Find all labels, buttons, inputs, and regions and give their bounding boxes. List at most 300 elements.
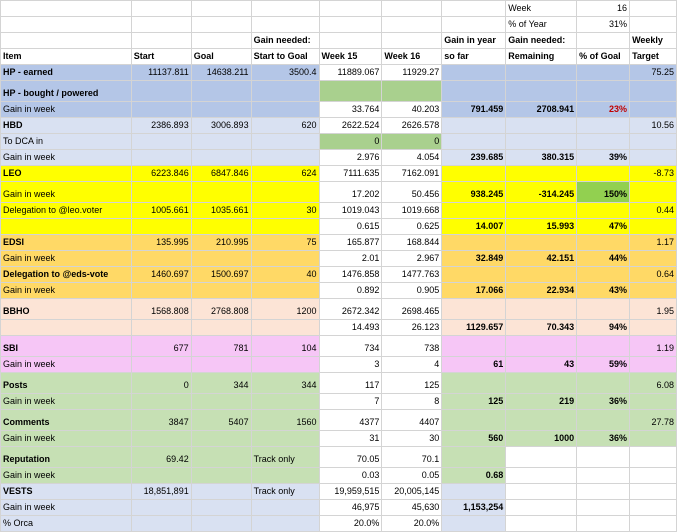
cell-week15[interactable]: 11889.067 [319,65,382,81]
cell-pct-goal[interactable]: 150% [577,182,630,203]
cell-needed[interactable]: 3500.4 [251,65,319,81]
cell[interactable] [251,431,319,447]
cell-goal[interactable]: 344 [191,373,251,394]
cell-weekly-target[interactable]: 6.08 [630,373,677,394]
cell-weekly-target[interactable]: 1.17 [630,235,677,251]
cell[interactable] [191,500,251,516]
cell-gain-year[interactable]: 1129.657 [442,320,506,336]
cell[interactable] [577,299,630,320]
cell[interactable] [577,134,630,150]
cell[interactable] [630,102,677,118]
cell[interactable] [630,81,677,102]
header-gain-needed-start-line1[interactable]: Gain needed: [251,33,319,49]
cell[interactable] [131,283,191,299]
cell-week16[interactable]: 0 [382,134,442,150]
year-label[interactable]: % of Year [506,17,577,33]
cell-needed[interactable]: 30 [251,203,319,219]
cell[interactable] [630,17,677,33]
cell[interactable] [442,81,506,102]
cell-week15[interactable]: 0.615 [319,219,382,235]
cell[interactable] [191,283,251,299]
cell[interactable] [251,1,319,17]
cell[interactable] [131,134,191,150]
item-gain-in-week[interactable]: Gain in week [1,357,132,373]
cell-week16[interactable]: 30 [382,431,442,447]
cell-week16[interactable]: 20,005,145 [382,484,442,500]
cell[interactable] [506,267,577,283]
cell-gain-year[interactable]: 14.007 [442,219,506,235]
cell-start[interactable]: 1460.697 [131,267,191,283]
item-gain-in-week[interactable]: Gain in week [1,394,132,410]
cell-gain-year[interactable]: 125 [442,394,506,410]
cell[interactable] [131,394,191,410]
header-week16[interactable]: Week 16 [382,49,442,65]
cell[interactable] [131,468,191,484]
cell-goal[interactable]: 14638.211 [191,65,251,81]
cell[interactable] [382,33,442,49]
cell[interactable] [1,17,132,33]
cell[interactable] [506,468,577,484]
cell[interactable] [191,484,251,500]
cell-week16[interactable]: 168.844 [382,235,442,251]
cell-pct-goal[interactable]: 39% [577,150,630,166]
cell-gain-remaining[interactable]: 219 [506,394,577,410]
cell-gain-remaining[interactable]: 43 [506,357,577,373]
cell[interactable] [191,81,251,102]
cell-weekly-target[interactable]: -8.73 [630,166,677,182]
cell-gain-year[interactable]: 61 [442,357,506,373]
cell-start[interactable]: 1005.661 [131,203,191,219]
cell[interactable] [251,500,319,516]
header-week15[interactable]: Week 15 [319,49,382,65]
cell[interactable] [442,516,506,532]
cell-start[interactable]: 69.42 [131,447,191,468]
cell[interactable] [251,357,319,373]
cell-needed[interactable]: 344 [251,373,319,394]
cell-gain-year[interactable]: 791.459 [442,102,506,118]
cell[interactable] [319,17,382,33]
header-weekly-target-line2[interactable]: Target [630,49,677,65]
cell-week15[interactable]: 20.0% [319,516,382,532]
cell-start[interactable]: 11137.811 [131,65,191,81]
cell[interactable] [577,118,630,134]
cell-week15[interactable]: 33.764 [319,102,382,118]
cell-pct-goal[interactable]: 59% [577,357,630,373]
cell-week15[interactable]: 2622.524 [319,118,382,134]
cell[interactable] [442,447,506,468]
cell-goal[interactable]: 2768.808 [191,299,251,320]
cell-week15[interactable]: 17.202 [319,182,382,203]
cell-week16[interactable]: 0.625 [382,219,442,235]
cell-week16[interactable]: 0.05 [382,468,442,484]
cell[interactable] [630,219,677,235]
cell[interactable] [630,134,677,150]
week-value[interactable]: 16 [577,1,630,17]
cell[interactable] [251,134,319,150]
cell-week16[interactable]: 4 [382,357,442,373]
cell[interactable] [577,33,630,49]
item-to-dca-in[interactable]: To DCA in [1,134,132,150]
cell[interactable] [630,484,677,500]
cell-week15[interactable]: 1019.043 [319,203,382,219]
item-comments[interactable]: Comments [1,410,132,431]
cell-start[interactable]: 2386.893 [131,118,191,134]
cell-week16[interactable]: 2626.578 [382,118,442,134]
cell[interactable] [506,336,577,357]
cell[interactable] [442,299,506,320]
cell[interactable] [131,357,191,373]
cell-gain-remaining[interactable]: 42.151 [506,251,577,267]
cell[interactable] [1,33,132,49]
item-bbho[interactable]: BBHO [1,299,132,320]
item-gain-in-week[interactable]: Gain in week [1,102,132,118]
cell-week15[interactable]: 2.976 [319,150,382,166]
cell-week16[interactable]: 1477.763 [382,267,442,283]
cell-gain-remaining[interactable]: 15.993 [506,219,577,235]
cell[interactable] [442,373,506,394]
cell[interactable] [506,373,577,394]
cell[interactable] [506,203,577,219]
cell[interactable] [131,219,191,235]
cell-week16[interactable]: 45,630 [382,500,442,516]
cell[interactable] [191,468,251,484]
cell[interactable] [382,81,442,102]
cell[interactable] [577,81,630,102]
cell-weekly-target[interactable]: 27.78 [630,410,677,431]
item-gain-in-week[interactable]: Gain in week [1,431,132,447]
cell-gain-remaining[interactable]: -314.245 [506,182,577,203]
cell[interactable] [251,516,319,532]
cell-gain-year[interactable]: 239.685 [442,150,506,166]
cell-week15[interactable]: 46,975 [319,500,382,516]
cell[interactable] [506,500,577,516]
cell[interactable] [191,357,251,373]
cell[interactable] [251,81,319,102]
cell[interactable] [251,320,319,336]
item-hbd[interactable]: HBD [1,118,132,134]
cell[interactable] [191,447,251,468]
item-gain-in-week[interactable]: Gain in week [1,182,132,203]
cell-week16[interactable]: 70.1 [382,447,442,468]
cell-needed[interactable]: 40 [251,267,319,283]
item-gain-in-week[interactable]: Gain in week [1,500,132,516]
cell-weekly-target[interactable]: 1.19 [630,336,677,357]
cell[interactable] [442,65,506,81]
cell[interactable] [506,235,577,251]
cell[interactable] [251,182,319,203]
cell-week16[interactable]: 40.203 [382,102,442,118]
cell-gain-year[interactable]: 1,153,254 [442,500,506,516]
cell-pct-goal[interactable]: 94% [577,320,630,336]
cell-goal[interactable]: 210.995 [191,235,251,251]
cell[interactable] [577,267,630,283]
cell-week15[interactable]: 2672.342 [319,299,382,320]
cell[interactable] [1,320,132,336]
cell-week15[interactable]: 19,959,515 [319,484,382,500]
item-sbi[interactable]: SBI [1,336,132,357]
cell[interactable] [442,118,506,134]
cell[interactable] [630,320,677,336]
cell[interactable] [506,81,577,102]
header-item[interactable]: Item [1,49,132,65]
cell[interactable] [577,166,630,182]
cell[interactable] [382,1,442,17]
cell-needed[interactable]: 75 [251,235,319,251]
header-goal[interactable]: Goal [191,49,251,65]
cell-gain-year[interactable]: 560 [442,431,506,447]
cell[interactable] [251,283,319,299]
cell-week15[interactable]: 165.877 [319,235,382,251]
item-gain-in-week[interactable]: Gain in week [1,150,132,166]
cell[interactable] [442,166,506,182]
cell-weekly-target[interactable]: 0.44 [630,203,677,219]
cell[interactable] [131,500,191,516]
cell-weekly-target[interactable]: 1.95 [630,299,677,320]
cell-week15[interactable]: 1476.858 [319,267,382,283]
cell[interactable] [251,150,319,166]
cell-week15[interactable]: 31 [319,431,382,447]
item-gain-in-week[interactable]: Gain in week [1,283,132,299]
cell[interactable] [577,500,630,516]
cell[interactable] [577,235,630,251]
cell[interactable] [630,447,677,468]
cell-gain-remaining[interactable]: 70.343 [506,320,577,336]
item-reputation[interactable]: Reputation [1,447,132,468]
cell-goal[interactable]: 781 [191,336,251,357]
cell-pct-goal[interactable]: 44% [577,251,630,267]
cell-weekly-target[interactable]: 10.56 [630,118,677,134]
cell-week16[interactable]: 4407 [382,410,442,431]
cell[interactable] [191,516,251,532]
cell-start[interactable]: 1568.808 [131,299,191,320]
cell-start[interactable]: 3847 [131,410,191,431]
cell[interactable] [630,150,677,166]
cell-gain-remaining[interactable]: 1000 [506,431,577,447]
cell-pct-goal[interactable]: 47% [577,219,630,235]
week-label[interactable]: Week [506,1,577,17]
cell-start[interactable]: 677 [131,336,191,357]
header-gain-year-line2[interactable]: so far [442,49,506,65]
cell-gain-remaining[interactable]: 2708.941 [506,102,577,118]
item-gain-in-week[interactable]: Gain in week [1,251,132,267]
cell-pct-goal[interactable]: 43% [577,283,630,299]
cell[interactable] [630,1,677,17]
cell-week15[interactable]: 4377 [319,410,382,431]
cell-gain-year[interactable]: 32.849 [442,251,506,267]
header-start[interactable]: Start [131,49,191,65]
cell[interactable] [251,394,319,410]
cell-week16[interactable]: 11929.27 [382,65,442,81]
cell-week15[interactable]: 7 [319,394,382,410]
cell[interactable] [506,447,577,468]
cell-week15[interactable]: 117 [319,373,382,394]
cell[interactable] [131,150,191,166]
cell[interactable] [319,33,382,49]
cell[interactable] [131,102,191,118]
cell[interactable] [506,118,577,134]
cell[interactable] [191,1,251,17]
header-pct-goal[interactable]: % of Goal [577,49,630,65]
cell-week16[interactable]: 50.456 [382,182,442,203]
cell-start[interactable]: 18,851,891 [131,484,191,500]
cell-week15[interactable]: 0.892 [319,283,382,299]
cell-goal[interactable]: 6847.846 [191,166,251,182]
cell-needed[interactable]: 624 [251,166,319,182]
item-gain-in-week[interactable]: Gain in week [1,468,132,484]
cell[interactable] [191,431,251,447]
cell-needed[interactable]: Track only [251,447,319,468]
cell[interactable] [506,166,577,182]
cell[interactable] [382,17,442,33]
cell-goal[interactable]: 3006.893 [191,118,251,134]
cell[interactable] [1,1,132,17]
cell-start[interactable]: 135.995 [131,235,191,251]
cell[interactable] [577,373,630,394]
cell-gain-year[interactable]: 0.68 [442,468,506,484]
cell[interactable] [251,17,319,33]
item-leo[interactable]: LEO [1,166,132,182]
cell-week15[interactable]: 2.01 [319,251,382,267]
cell[interactable] [630,431,677,447]
cell[interactable] [442,336,506,357]
item-delegation-eds-vote[interactable]: Delegation to @eds-vote [1,267,132,283]
cell[interactable] [131,182,191,203]
cell[interactable] [506,410,577,431]
cell[interactable] [577,336,630,357]
cell-needed[interactable]: Track only [251,484,319,500]
cell[interactable] [319,1,382,17]
header-weekly-target-line1[interactable]: Weekly [630,33,677,49]
cell-week16[interactable]: 738 [382,336,442,357]
cell[interactable] [630,251,677,267]
cell[interactable] [131,320,191,336]
item-posts[interactable]: Posts [1,373,132,394]
cell[interactable] [630,182,677,203]
cell-week16[interactable]: 8 [382,394,442,410]
cell[interactable] [191,134,251,150]
cell-start[interactable]: 0 [131,373,191,394]
cell[interactable] [1,219,132,235]
header-gain-year-line1[interactable]: Gain in year [442,33,506,49]
cell[interactable] [251,468,319,484]
cell[interactable] [630,394,677,410]
cell[interactable] [506,516,577,532]
cell[interactable] [191,219,251,235]
cell[interactable] [506,484,577,500]
year-value[interactable]: 31% [577,17,630,33]
cell[interactable] [442,235,506,251]
cell[interactable] [191,320,251,336]
item-edsi[interactable]: EDSI [1,235,132,251]
cell[interactable] [506,134,577,150]
cell[interactable] [442,410,506,431]
cell-week16[interactable]: 2.967 [382,251,442,267]
header-gain-remaining-line2[interactable]: Remaining [506,49,577,65]
cell-gain-remaining[interactable]: 22.934 [506,283,577,299]
cell-week16[interactable]: 26.123 [382,320,442,336]
cell[interactable] [191,182,251,203]
cell-week15[interactable]: 3 [319,357,382,373]
cell[interactable] [191,102,251,118]
cell-week15[interactable]: 70.05 [319,447,382,468]
cell[interactable] [577,65,630,81]
cell[interactable] [577,203,630,219]
cell[interactable] [251,219,319,235]
cell[interactable] [442,484,506,500]
cell-pct-goal[interactable]: 36% [577,431,630,447]
cell-needed[interactable]: 1560 [251,410,319,431]
cell[interactable] [251,251,319,267]
cell-pct-goal[interactable]: 36% [577,394,630,410]
item-hp-earned[interactable]: HP - earned [1,65,132,81]
cell-week16[interactable]: 1019.668 [382,203,442,219]
cell-goal[interactable]: 1035.661 [191,203,251,219]
cell[interactable] [131,516,191,532]
cell-gain-year[interactable]: 938.245 [442,182,506,203]
cell[interactable] [577,516,630,532]
cell-week15[interactable]: 7111.635 [319,166,382,182]
cell[interactable] [442,203,506,219]
cell-week16[interactable]: 7162.091 [382,166,442,182]
cell[interactable] [442,1,506,17]
cell-needed[interactable]: 620 [251,118,319,134]
cell[interactable] [630,357,677,373]
item-vests[interactable]: VESTS [1,484,132,500]
cell-gain-remaining[interactable]: 380.315 [506,150,577,166]
cell[interactable] [191,17,251,33]
cell-start[interactable]: 6223.846 [131,166,191,182]
cell[interactable] [191,33,251,49]
cell-week16[interactable]: 4.054 [382,150,442,166]
cell-week16[interactable]: 0.905 [382,283,442,299]
cell-goal[interactable]: 1500.697 [191,267,251,283]
cell[interactable] [630,468,677,484]
cell-week16[interactable]: 2698.465 [382,299,442,320]
cell-week16[interactable]: 20.0% [382,516,442,532]
cell[interactable] [577,484,630,500]
cell[interactable] [131,251,191,267]
cell-weekly-target[interactable]: 75.25 [630,65,677,81]
cell[interactable] [630,283,677,299]
cell[interactable] [442,267,506,283]
cell[interactable] [442,17,506,33]
cell-week15[interactable]: 0.03 [319,468,382,484]
cell-gain-year[interactable]: 17.066 [442,283,506,299]
cell[interactable] [191,150,251,166]
cell[interactable] [630,516,677,532]
cell[interactable] [131,17,191,33]
header-gain-needed-start-line2[interactable]: Start to Goal [251,49,319,65]
cell-needed[interactable]: 1200 [251,299,319,320]
cell[interactable] [319,81,382,102]
cell-week16[interactable]: 125 [382,373,442,394]
item-hp-bought[interactable]: HP - bought / powered [1,81,132,102]
cell[interactable] [442,134,506,150]
cell[interactable] [506,65,577,81]
cell[interactable] [630,500,677,516]
item-pct-orca[interactable]: % Orca [1,516,132,532]
cell[interactable] [131,1,191,17]
cell[interactable] [506,299,577,320]
cell[interactable] [131,33,191,49]
cell-week15[interactable]: 734 [319,336,382,357]
item-delegation-leo-voter[interactable]: Delegation to @leo.voter [1,203,132,219]
cell[interactable] [191,251,251,267]
header-gain-remaining-line1[interactable]: Gain needed: [506,33,577,49]
cell[interactable] [131,81,191,102]
cell-week15[interactable]: 14.493 [319,320,382,336]
cell-weekly-target[interactable]: 0.64 [630,267,677,283]
